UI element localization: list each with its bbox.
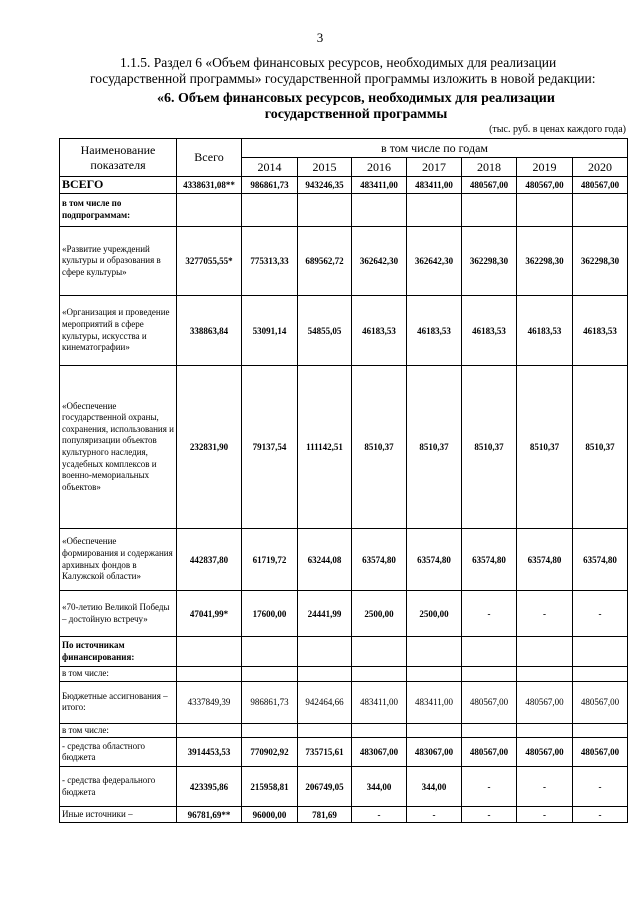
- cell-value: 480567,00: [517, 738, 573, 767]
- header-year: 2017: [407, 158, 462, 177]
- cell-value: -: [573, 767, 628, 807]
- cell-value: -: [517, 807, 573, 823]
- cell-value: 8510,37: [407, 366, 462, 529]
- cell-value: 63244,08: [298, 529, 352, 591]
- row-name: Бюджетные ассигнования – итого:: [60, 681, 177, 723]
- header-total: Всего: [177, 139, 242, 177]
- table-row: [60, 667, 628, 682]
- cell-value: -: [352, 807, 407, 823]
- heading-line-1: «6. Объем финансовых ресурсов, необходимых для реализации: [157, 91, 555, 106]
- intro-line-1: 1.1.5. Раздел 6 «Объем финансовых ресурсов, необходимых для реализации: [120, 55, 557, 70]
- cell-value: 8510,37: [573, 366, 628, 529]
- cell-value: 483067,00: [352, 738, 407, 767]
- row-name: ВСЕГО: [60, 177, 177, 194]
- cell-value: 362298,30: [517, 227, 573, 296]
- table-row: [60, 723, 628, 738]
- row-name: По источникам финансирования:: [60, 637, 177, 667]
- cell-value: 770902,92: [242, 738, 298, 767]
- cell-value: 480567,00: [517, 177, 573, 194]
- cell-value: -: [517, 767, 573, 807]
- cell-value: 63574,80: [517, 529, 573, 591]
- cell-value: -: [573, 807, 628, 823]
- cell-value: 63574,80: [407, 529, 462, 591]
- cell-value: -: [407, 807, 462, 823]
- cell-value: 442837,80: [177, 529, 242, 591]
- cell-value: 480567,00: [462, 738, 517, 767]
- row-name: - средства федерального бюджета: [60, 767, 177, 807]
- cell-value: 46183,53: [517, 296, 573, 366]
- table-row: [60, 807, 628, 823]
- cell-value: 24441,99: [298, 591, 352, 637]
- table-row: [60, 227, 628, 296]
- cell-value: 206749,05: [298, 767, 352, 807]
- cell-value: 79137,54: [242, 366, 298, 529]
- cell-value: 96000,00: [242, 807, 298, 823]
- table-row: [60, 194, 628, 227]
- cell-value: 362298,30: [462, 227, 517, 296]
- heading-line-2: государственной программы: [264, 107, 448, 122]
- row-name: «Обеспечение формирования и содержания архивных фондов в Калужской области»: [60, 529, 177, 591]
- cell-value: 232831,90: [177, 366, 242, 529]
- intro-paragraph: [90, 55, 622, 87]
- cell-value: 46183,53: [462, 296, 517, 366]
- page-number: 3: [316, 30, 324, 45]
- table-row: [60, 591, 628, 637]
- cell-value: 4337849,39: [177, 681, 242, 723]
- cell-value: 4338631,08**: [177, 177, 242, 194]
- row-name: в том числе по подпрограммам:: [60, 194, 177, 227]
- header-year: 2014: [242, 158, 298, 177]
- row-name: в том числе:: [60, 667, 177, 682]
- cell-value: 46183,53: [407, 296, 462, 366]
- header-years-group: в том числе по годам: [242, 139, 628, 158]
- cell-value: 480567,00: [462, 681, 517, 723]
- cell-value: 480567,00: [462, 177, 517, 194]
- cell-value: 63574,80: [352, 529, 407, 591]
- cell-value: 338863,84: [177, 296, 242, 366]
- cell-value: 63574,80: [462, 529, 517, 591]
- cell-value: 362298,30: [573, 227, 628, 296]
- cell-value: 483067,00: [407, 738, 462, 767]
- cell-value: 483411,00: [352, 681, 407, 723]
- financial-table: [59, 138, 628, 823]
- header-year: 2016: [352, 158, 407, 177]
- cell-value: 96781,69**: [177, 807, 242, 823]
- row-name: «Обеспечение государственной охраны, сохранения, использования и популяризации объектов культурного наследия, усадебных комплексов и военно-мемориальных объектов»: [60, 366, 177, 529]
- table-row: [60, 738, 628, 767]
- cell-value: 735715,61: [298, 738, 352, 767]
- cell-value: 480567,00: [517, 681, 573, 723]
- header-year: 2015: [298, 158, 352, 177]
- cell-value: 344,00: [407, 767, 462, 807]
- table-row: [60, 296, 628, 366]
- cell-value: 3914453,53: [177, 738, 242, 767]
- table-row: [60, 637, 628, 667]
- header-indicator-name: Наименование показателя: [60, 139, 177, 177]
- table-row: [60, 366, 628, 529]
- cell-value: 775313,33: [242, 227, 298, 296]
- cell-value: 2500,00: [352, 591, 407, 637]
- cell-value: -: [462, 807, 517, 823]
- cell-value: -: [517, 591, 573, 637]
- cell-value: 47041,99*: [177, 591, 242, 637]
- cell-value: 423395,86: [177, 767, 242, 807]
- header-year: 2020: [573, 158, 628, 177]
- cell-value: 986861,73: [242, 681, 298, 723]
- cell-value: 8510,37: [517, 366, 573, 529]
- table-row: [60, 177, 628, 194]
- cell-value: 986861,73: [242, 177, 298, 194]
- cell-value: 362642,30: [407, 227, 462, 296]
- row-name: Иные источники –: [60, 807, 177, 823]
- cell-value: 483411,00: [352, 177, 407, 194]
- cell-value: 781,69: [298, 807, 352, 823]
- cell-value: 344,00: [352, 767, 407, 807]
- cell-value: 483411,00: [407, 681, 462, 723]
- cell-value: 8510,37: [462, 366, 517, 529]
- cell-value: 111142,51: [298, 366, 352, 529]
- intro-line-2: государственной программы» государственной программы изложить в новой редакции:: [90, 71, 596, 86]
- cell-value: -: [462, 767, 517, 807]
- row-name: «Организация и проведение мероприятий в сфере культуры, искусства и кинематографии»: [60, 296, 177, 366]
- cell-value: 362642,30: [352, 227, 407, 296]
- cell-value: 17600,00: [242, 591, 298, 637]
- cell-value: 689562,72: [298, 227, 352, 296]
- cell-value: 480567,00: [573, 738, 628, 767]
- cell-value: -: [462, 591, 517, 637]
- cell-value: 942464,66: [298, 681, 352, 723]
- row-name: - средства областного бюджета: [60, 738, 177, 767]
- cell-value: 54855,05: [298, 296, 352, 366]
- units-note: (тыс. руб. в ценах каждого года): [489, 124, 626, 135]
- header-year: 2019: [517, 158, 573, 177]
- cell-value: 483411,00: [407, 177, 462, 194]
- cell-value: 480567,00: [573, 681, 628, 723]
- cell-value: 8510,37: [352, 366, 407, 529]
- cell-value: 53091,14: [242, 296, 298, 366]
- table-row: [60, 529, 628, 591]
- row-name: в том числе:: [60, 723, 177, 738]
- cell-value: 61719,72: [242, 529, 298, 591]
- cell-value: 3277055,55*: [177, 227, 242, 296]
- table-row: [60, 681, 628, 723]
- row-name: «Развитие учреждений культуры и образования в сфере культуры»: [60, 227, 177, 296]
- cell-value: 215958,81: [242, 767, 298, 807]
- cell-value: 480567,00: [573, 177, 628, 194]
- cell-value: 46183,53: [573, 296, 628, 366]
- row-name: «70-летию Великой Победы – достойную встречу»: [60, 591, 177, 637]
- section-heading: [90, 91, 622, 123]
- cell-value: 2500,00: [407, 591, 462, 637]
- cell-value: 46183,53: [352, 296, 407, 366]
- cell-value: 63574,80: [573, 529, 628, 591]
- cell-value: -: [573, 591, 628, 637]
- cell-value: 943246,35: [298, 177, 352, 194]
- table-row: [60, 767, 628, 807]
- header-year: 2018: [462, 158, 517, 177]
